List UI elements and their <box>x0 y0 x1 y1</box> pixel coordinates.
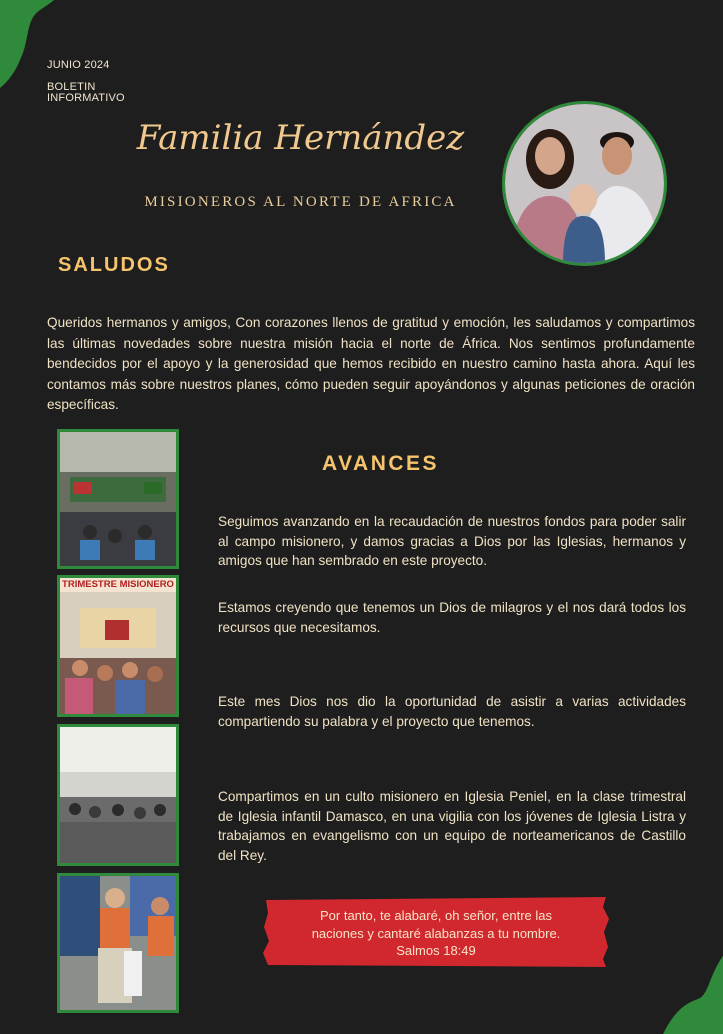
progress-paragraph-2: Estamos creyendo que tenemos un Dios de milagros y el nos dará todos los recursos que necesitamos. <box>218 600 686 635</box>
avances-heading: AVANCES <box>322 452 440 475</box>
progress-paragraph-1: Seguimos avanzando en la recaudación de nuestros fondos para poder salir al campo misionero, y damos gracias a Dios por las Iglesias, hermanos y amigos que han sembrado en este proyecto. <box>218 514 686 568</box>
progress-paragraph-3: Este mes Dios nos dio la oportunidad de asistir a varias actividades compartiendo su palabra y el proyecto que tenemos. <box>218 694 686 729</box>
greeting-paragraph: Queridos hermanos y amigos, Con corazones llenos de gratitud y emoción, les saludamos y compartimos las últimas novedades sobre nuestra misión hacia el norte de África. Nos sentimos profundamente bendecidos por el apoyo y la generosidad que hemos recibido en nuestro camino hasta ahora. Aquí les contamos más sobre nuestros planes, cómo pueden seguir apoyándonos y algunas peticiones de oración específicas. <box>47 315 695 412</box>
evangelism-team-photo <box>57 873 179 1013</box>
church-event-photo <box>57 429 179 569</box>
newsletter-label-line1: BOLETIN <box>47 81 96 93</box>
worship-service-photo <box>57 724 179 866</box>
verse-line-1: Por tanto, te alabaré, oh señor, entre las <box>320 908 552 923</box>
progress-paragraph-4: Compartimos en un culto misionero en Iglesia Peniel, en la clase trimestral de Iglesia infantil Damasco, en una vigilia con los jóvenes de Iglesia Listra y trabajamos en evangelismo con un equipo de norteamericanos de Castillo del Rey. <box>218 789 686 863</box>
family-portrait-photo <box>502 101 667 266</box>
mission-subtitle: MISIONEROS AL NORTE DE AFRICA <box>144 194 457 210</box>
verse-reference: Salmos 18:49 <box>396 943 476 958</box>
newsletter-label-line2: INFORMATIVO <box>47 92 125 104</box>
verse-line-2: naciones y cantaré alabanzas a tu nombre. <box>311 925 561 941</box>
family-name-title: Familia Hernández <box>136 118 465 158</box>
issue-date: JUNIO 2024 <box>47 59 110 71</box>
bible-verse-banner <box>262 897 610 967</box>
photo-banner-text: TRIMESTRE MISIONERO <box>62 579 174 590</box>
saludos-heading: SALUDOS <box>58 254 170 276</box>
corner-leaf-decoration <box>663 944 723 1034</box>
children-class-photo <box>57 575 179 717</box>
